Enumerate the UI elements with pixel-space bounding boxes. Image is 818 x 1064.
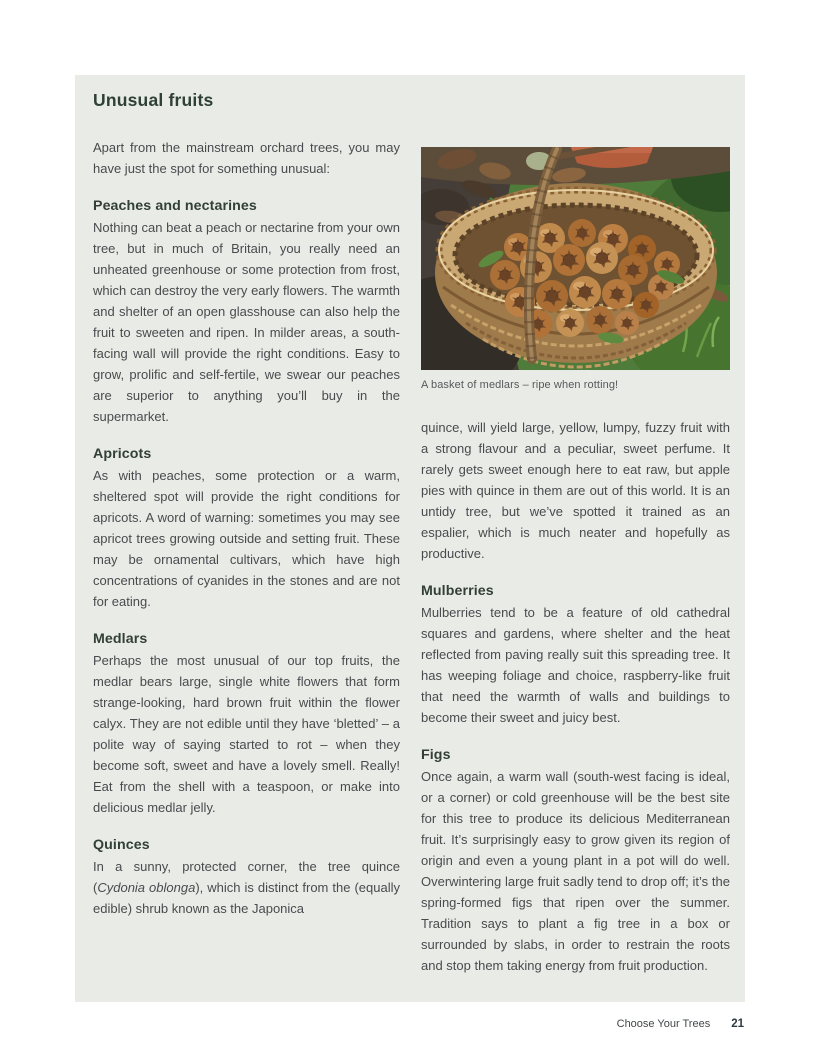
section-quinces bbox=[93, 837, 400, 919]
two-column-layout bbox=[93, 137, 730, 976]
section-body: Mulberries tend to be a feature of old cathedral squares and gardens, where shelter and the heat reflected from paving really suit this spreading tree. It has weeping foliage and choice, raspberry-like fruit that need the warmth of walls and buildings to become their sweet and juicy best. bbox=[421, 605, 730, 725]
section-body: Perhaps the most unusual of our top fruits, the medlar bears large, single white flowers that form strange-looking, hard brown fruit within the flower calyx. They are not edible until they have ‘bletted’ – a polite way of saying started to rot – when they become soft, sweet and have a lovely smell. Really! Eat from the shell with a teaspoon, or make into delicious medlar jelly. bbox=[93, 653, 400, 815]
section-heading: Apricots bbox=[93, 446, 152, 462]
section-heading: Peaches and nectarines bbox=[93, 198, 257, 214]
page-title: Unusual fruits bbox=[93, 90, 214, 110]
section-heading: Figs bbox=[421, 747, 451, 763]
left-column bbox=[93, 137, 400, 976]
page-footer bbox=[617, 1018, 744, 1030]
section-medlars bbox=[93, 631, 400, 818]
right-column bbox=[421, 137, 730, 976]
quinces-text-pre: In a sunny, protected corner, the tree quince ( bbox=[93, 859, 400, 895]
section-mulberries bbox=[421, 583, 730, 728]
section-body: As with peaches, some protection or a warm, sheltered spot will provide the right conditions for apricots. A word of warning: sometimes you may see apricot trees growing outside and setting fruit. These may be ornamental cultivars, which have high concentrations of cyanides in the stones and are not for eating. bbox=[93, 468, 400, 609]
section-body bbox=[93, 856, 400, 919]
page-panel bbox=[75, 75, 745, 1002]
medlar-basket-photo bbox=[421, 147, 730, 391]
section-body: Nothing can beat a peach or nectarine from your own tree, but in much of Britain, you really need an unheated greenhouse or some protection from frost, which can destroy the very early flowers. The warmth and shelter of an open glasshouse can also help the fruit to sweeten and ripen. In milder areas, a south-facing wall will provide the right conditions. Easy to grow, prolific and self-fertile, we swear our peaches are superior to anything you’ll buy in the supermarket. bbox=[93, 220, 400, 424]
footer-section-label: Choose Your Trees bbox=[616, 1018, 711, 1030]
section-peaches bbox=[93, 198, 400, 427]
quinces-latin-name: Cydonia oblonga bbox=[97, 880, 196, 895]
section-heading: Mulberries bbox=[421, 583, 494, 599]
footer-page-number: 21 bbox=[731, 1018, 744, 1030]
section-figs bbox=[421, 747, 730, 976]
quinces-continuation-paragraph: quince, will yield large, yellow, lumpy, fuzzy fruit with a strong flavour and a peculiar, sweet perfume. It rarely gets sweet enough here to eat raw, but apple pies with quince in them are out of this world. It is an untidy tree, but we’ve spotted it trained as an espalier, which is much neater and hopefully as productive. bbox=[421, 420, 730, 561]
intro-paragraph: Apart from the mainstream orchard trees, you may have just the spot for something unusual: bbox=[93, 140, 400, 176]
section-heading: Medlars bbox=[93, 631, 148, 647]
medlar-basket-illustration bbox=[421, 147, 730, 370]
section-body: Once again, a warm wall (south-west facing is ideal, or a corner) or cold greenhouse will be the best site for this tree to produce its delicious Mediterranean fruit. It’s surprisingly easy to grow given its region of origin and even a young plant in a pot will do well. Overwintering large fruit sadly tend to drop off; it’s the spring-formed figs that ripen over the summer. Tradition says to plant a fig tree in a box or surrounded by slabs, in order to restrain the roots and stop them taking energy from fruit production. bbox=[421, 769, 730, 973]
photo-caption: A basket of medlars – ripe when rotting! bbox=[421, 379, 619, 391]
section-apricots bbox=[93, 446, 400, 612]
quinces-text-post: ), which is distinct from the (equally edible) shrub known as the Japonica bbox=[93, 880, 401, 916]
section-heading: Quinces bbox=[93, 837, 150, 853]
